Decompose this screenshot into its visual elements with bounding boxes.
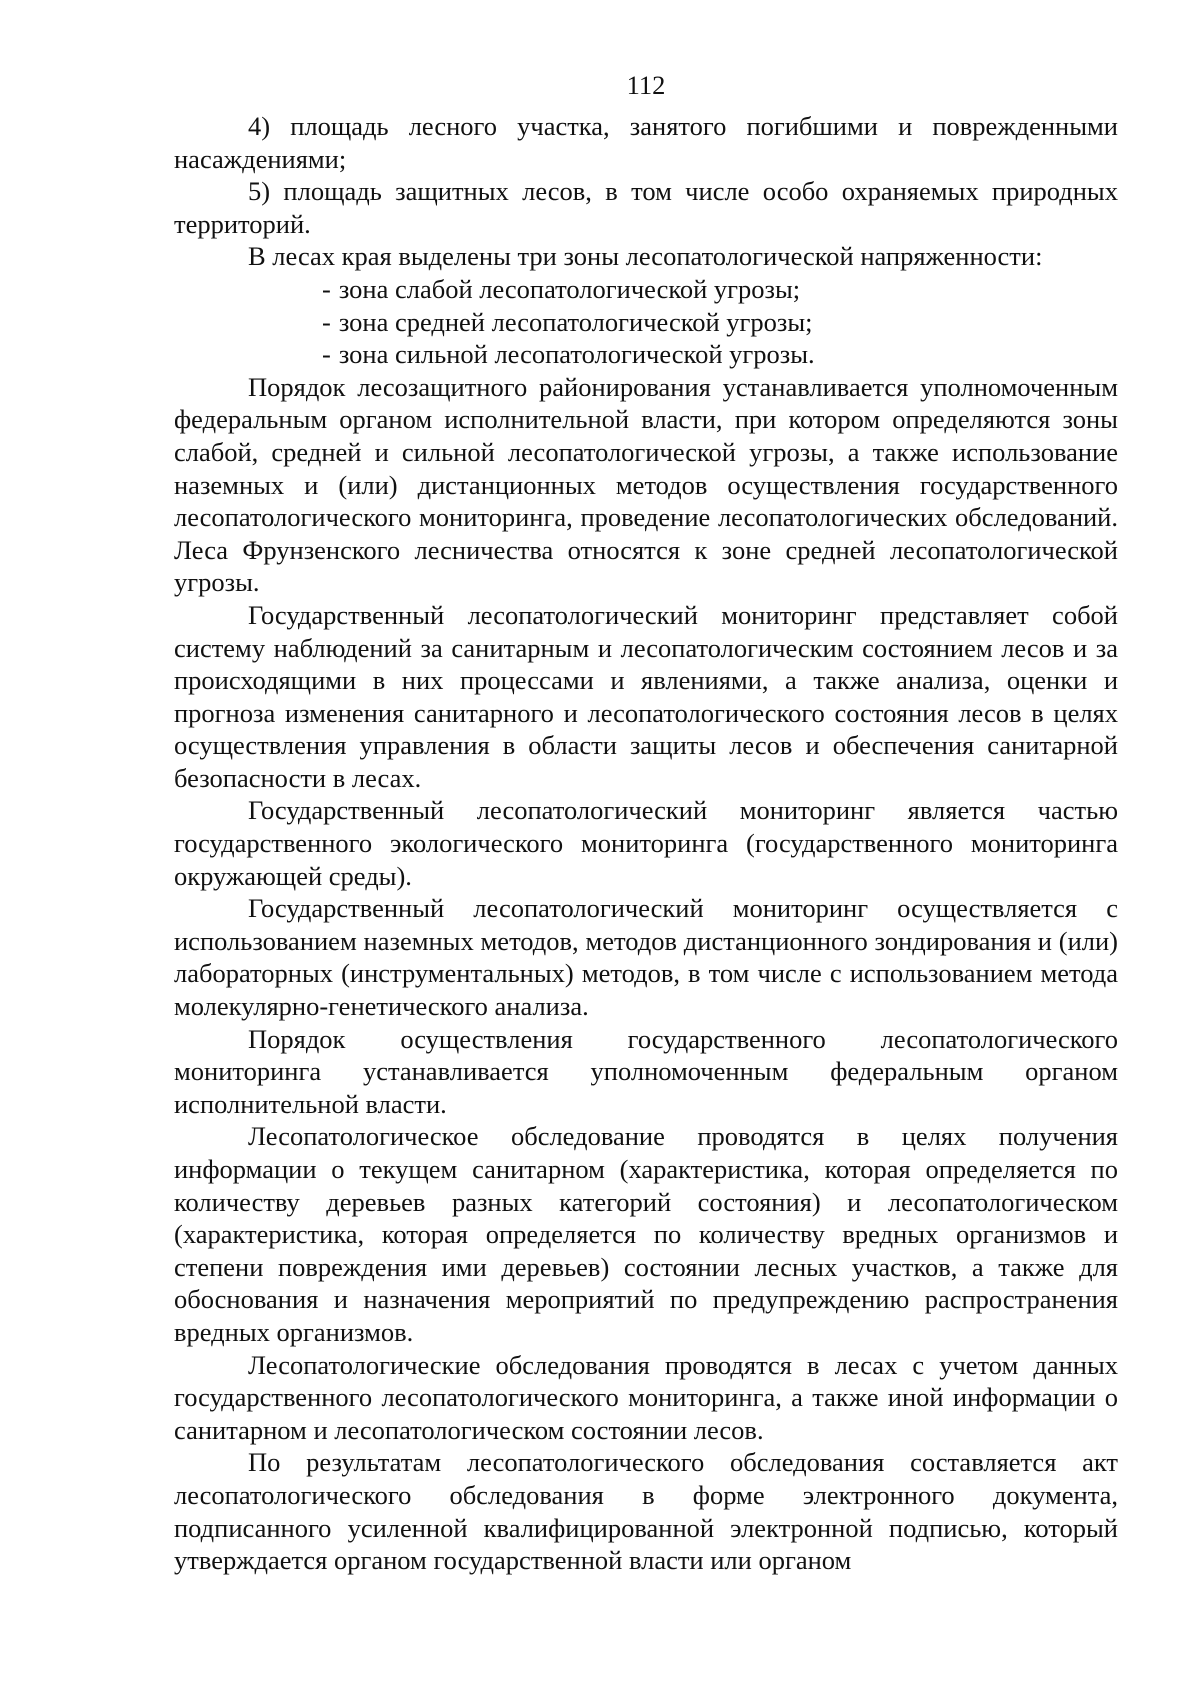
- paragraph-survey-purpose: Лесопатологическое обследование проводятся в целях получения информации о текущем санитарном (характеристика, которая определяется по количеству деревьев разных категорий состояния) и лесопатологическом (характеристика, которая определяется по количеству вредных организмов и степени повреждения ими деревьев) состоянии лесных участков, а также для обоснования и назначения мероприятий по предупреждению распространения вредных организмов.: [174, 1121, 1118, 1347]
- paragraph-monitoring-part: Государственный лесопатологический мониторинг является частью государственного экологического мониторинга (государственного мониторинга окружающей среды).: [174, 795, 1118, 891]
- paragraph-survey-act: По результатам лесопатологического обследования составляется акт лесопатологического обследования в форме электронного документа, подписанного усиленной квалифицированной электронной подписью, который утверждается органом государственной власти или органом: [174, 1447, 1118, 1576]
- paragraph-zones-intro: В лесах края выделены три зоны лесопатологической напряженности:: [248, 241, 1043, 272]
- list-item-text: зона сильной лесопатологической угрозы.: [338, 339, 815, 370]
- paragraph-monitoring-definition: Государственный лесопатологический мониторинг представляет собой систему наблюдений за санитарным и лесопатологическим состоянием лесов и за происходящими в них процессами и явлениями, а также анализа, оценки и прогноза изменения санитарного и лесопатологического состояния лесов в целях осуществления управления в области защиты лесов и обеспечения санитарной безопасности в лесах.: [174, 599, 1118, 793]
- paragraph-zoning-order: Порядок лесозащитного районирования устанавливается уполномоченным федеральным органом исполнительной власти, при котором определяются зоны слабой, средней и сильной лесопатологической угрозы, а также использование наземных и (или) дистанционных методов осуществления государственного лесопатологического мониторинга, проведение лесопатологических обследований. Леса Фрунзенского лесничества относятся к зоне средней лесопатологической угрозы.: [174, 371, 1118, 598]
- paragraph-item-5: 5) площадь защитных лесов, в том числе особо охраняемых природных территорий.: [174, 176, 1118, 239]
- list-dash: -: [322, 306, 331, 337]
- paragraph-survey-data: Лесопатологические обследования проводятся в лесах с учетом данных государственного лесопатологического мониторинга, а также иной информации о санитарном и лесопатологическом состоянии лесов.: [174, 1349, 1118, 1445]
- page-number: 112: [626, 70, 666, 100]
- list-item-text: зона слабой лесопатологической угрозы;: [338, 273, 801, 304]
- list-dash: -: [322, 273, 331, 304]
- document-page: [174, 70, 1118, 1577]
- list-dash: -: [322, 339, 331, 370]
- list-item-text: зона средней лесопатологической угрозы;: [338, 306, 813, 337]
- paragraph-monitoring-methods: Государственный лесопатологический мониторинг осуществляется с использованием наземных методов, методов дистанционного зондирования и (или) лабораторных (инструментальных) методов, в том числе с использованием метода молекулярно-генетического анализа.: [174, 893, 1118, 1022]
- paragraph-monitoring-order: Порядок осуществления государственного лесопатологического мониторинга устанавливается уполномоченным федеральным органом исполнительной власти.: [174, 1023, 1118, 1119]
- list-item-weak-threat: [174, 273, 1118, 306]
- list-item-strong-threat: [174, 338, 1118, 371]
- paragraph-item-4: 4) площадь лесного участка, занятого погибшими и поврежденными насаждениями;: [174, 111, 1118, 174]
- list-item-medium-threat: [174, 306, 1118, 339]
